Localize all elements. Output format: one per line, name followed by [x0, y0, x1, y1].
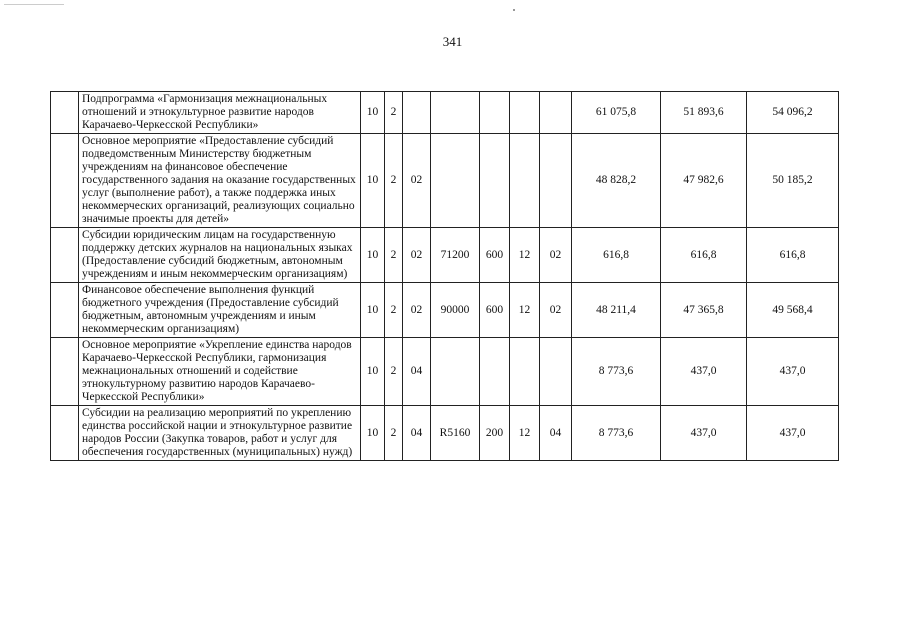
subsection-cell: 2: [385, 134, 403, 228]
kbk-b-cell: [540, 338, 572, 406]
page-number: 341: [442, 34, 463, 49]
amount-year-1-cell: 48 211,4: [572, 283, 661, 338]
section-cell: 10: [361, 406, 385, 461]
kbk-a-cell: 12: [510, 406, 540, 461]
kbk-a-cell: 12: [510, 283, 540, 338]
expense-code-cell: R5160: [431, 406, 480, 461]
amount-year-1-cell: 8 773,6: [572, 338, 661, 406]
table-row: [51, 283, 839, 338]
amount-year-2-cell: 616,8: [661, 228, 747, 283]
program-code-cell: 04: [403, 338, 431, 406]
row-name: Основное мероприятие «Предоставление субсидий подведомственным Министерству бюджетным учреждениям на финансовое обеспечение государственного задания на оказание государственных услуг (выполнение работ), а также поддержка иных некоммерческих организаций, реализующих социально значимые проекты для детей»: [79, 134, 361, 228]
subsection-cell: 2: [385, 92, 403, 134]
kbk-b-cell: 02: [540, 228, 572, 283]
expense-code-cell: [431, 92, 480, 134]
kbk-b-cell: [540, 92, 572, 134]
amount-year-2-cell: 47 365,8: [661, 283, 747, 338]
section-cell: 10: [361, 338, 385, 406]
row-index-cell: [51, 228, 79, 283]
row-index-cell: [51, 406, 79, 461]
row-index-cell: [51, 134, 79, 228]
amount-year-3-cell: 437,0: [747, 338, 839, 406]
expense-type-cell: [480, 92, 510, 134]
amount-year-1-cell: 8 773,6: [572, 406, 661, 461]
table-row: [51, 228, 839, 283]
budget-table: [50, 91, 839, 461]
section-cell: 10: [361, 134, 385, 228]
subsection-cell: 2: [385, 283, 403, 338]
section-cell: 10: [361, 283, 385, 338]
row-name: Основное мероприятие «Укрепление единства народов Карачаево-Черкесской Республики, гармонизация межнациональных отношений и содействие этнокультурному развитию народов Карачаево-Черкесской Республики»: [79, 338, 361, 406]
kbk-b-cell: [540, 134, 572, 228]
amount-year-3-cell: 49 568,4: [747, 283, 839, 338]
program-code-cell: 02: [403, 134, 431, 228]
amount-year-1-cell: 616,8: [572, 228, 661, 283]
row-name: Субсидии на реализацию мероприятий по укреплению единства российской нации и этнокультурное развитие народов России (Закупка товаров, работ и услуг для обеспечения государственных (муниципальных) нужд): [79, 406, 361, 461]
amount-year-2-cell: 437,0: [661, 406, 747, 461]
expense-code-cell: 90000: [431, 283, 480, 338]
scan-speck: [513, 9, 515, 11]
amount-year-3-cell: 50 185,2: [747, 134, 839, 228]
kbk-a-cell: [510, 134, 540, 228]
program-code-cell: [403, 92, 431, 134]
kbk-b-cell: 02: [540, 283, 572, 338]
subsection-cell: 2: [385, 228, 403, 283]
row-index-cell: [51, 92, 79, 134]
subsection-cell: 2: [385, 338, 403, 406]
program-code-cell: 02: [403, 228, 431, 283]
section-cell: 10: [361, 92, 385, 134]
expense-type-cell: [480, 134, 510, 228]
subsection-cell: 2: [385, 406, 403, 461]
amount-year-2-cell: 47 982,6: [661, 134, 747, 228]
program-code-cell: 02: [403, 283, 431, 338]
table-row: [51, 338, 839, 406]
kbk-b-cell: 04: [540, 406, 572, 461]
section-cell: 10: [361, 228, 385, 283]
expense-type-cell: 600: [480, 228, 510, 283]
expense-code-cell: 71200: [431, 228, 480, 283]
amount-year-1-cell: 48 828,2: [572, 134, 661, 228]
expense-type-cell: [480, 338, 510, 406]
row-name: Подпрограмма «Гармонизация межнациональных отношений и этнокультурное развитие народов Карачаево-Черкесской Республики»: [79, 92, 361, 134]
expense-type-cell: 200: [480, 406, 510, 461]
kbk-a-cell: [510, 338, 540, 406]
amount-year-3-cell: 616,8: [747, 228, 839, 283]
row-index-cell: [51, 283, 79, 338]
table-row: [51, 134, 839, 228]
amount-year-1-cell: 61 075,8: [572, 92, 661, 134]
row-name: Финансовое обеспечение выполнения функций бюджетного учреждения (Предоставление субсидий бюджетным, автономным учреждениям и иным некоммерческим организациям): [79, 283, 361, 338]
program-code-cell: 04: [403, 406, 431, 461]
amount-year-2-cell: 51 893,6: [661, 92, 747, 134]
expense-type-cell: 600: [480, 283, 510, 338]
kbk-a-cell: 12: [510, 228, 540, 283]
kbk-a-cell: [510, 92, 540, 134]
row-index-cell: [51, 338, 79, 406]
table-row: [51, 92, 839, 134]
table-row: [51, 406, 839, 461]
scan-speck: [4, 4, 64, 5]
amount-year-2-cell: 437,0: [661, 338, 747, 406]
expense-code-cell: [431, 134, 480, 228]
amount-year-3-cell: 437,0: [747, 406, 839, 461]
row-name: Субсидии юридическим лицам на государственную поддержку детских журналов на национальных языках (Предоставление субсидий бюджетным, автономным учреждениям и иным некоммерческим организациям): [79, 228, 361, 283]
amount-year-3-cell: 54 096,2: [747, 92, 839, 134]
expense-code-cell: [431, 338, 480, 406]
